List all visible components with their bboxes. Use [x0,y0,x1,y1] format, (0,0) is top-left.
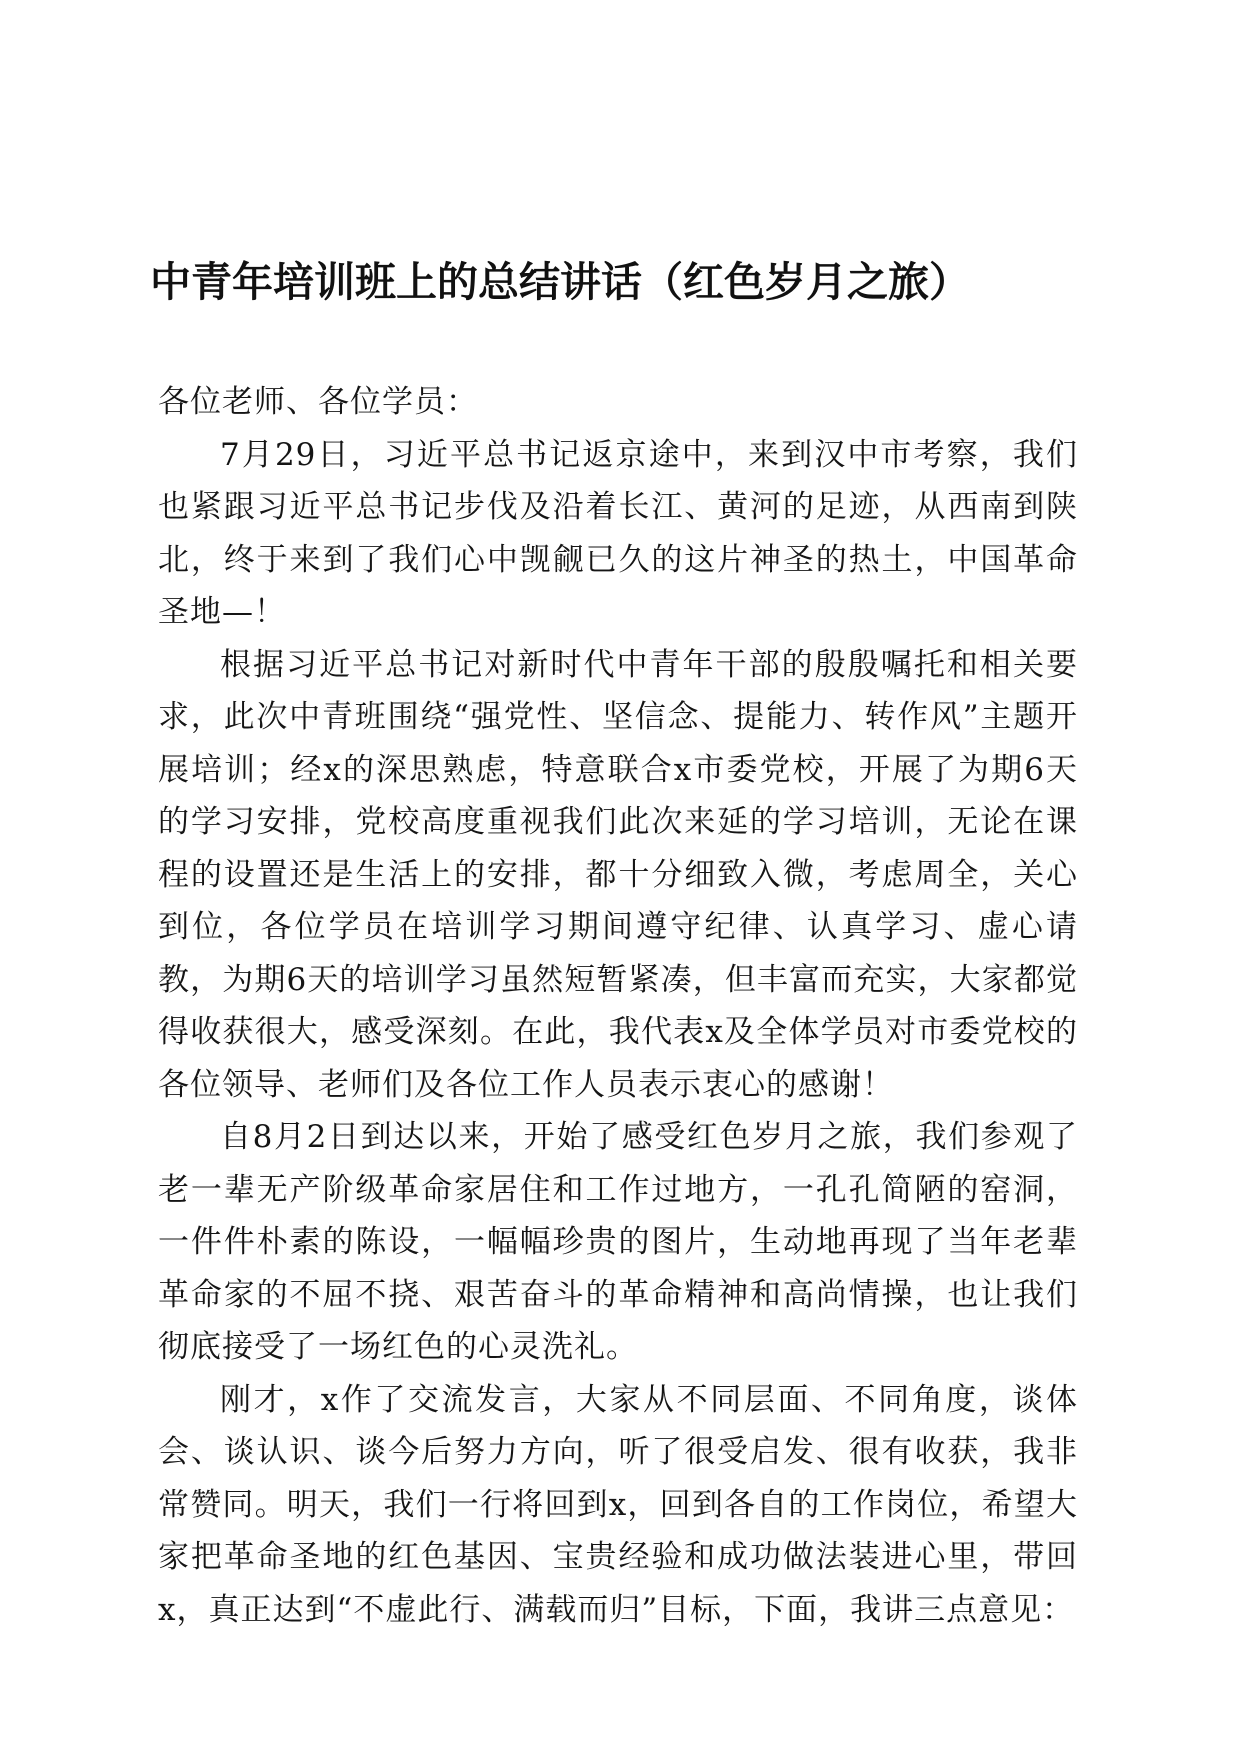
salutation: 各位老师、各位学员： [158,384,478,420]
paragraph-2: 根据习近平总书记对新时代中青年干部的殷殷嘱托和相关要求，此次中青班围绕“强党性、坚信念、提能力、转作风”主题开展培训；经x的深思熟虑，特意联合x市委党校，开展了为期6天的学习安排，党校高度重视我们此次来延的学习培训，无论在课程的设置还是生活上的安排，都十分细致入微，考虑周全，关心到位，各位学员在培训学习期间遵守纪律、认真学习、虚心请教，为期6天的培训学习虽然短暂紧凑，但丰富而充实，大家都觉得收获很大，感受深刻。在此，我代表x及全体学员对市委党校的各位领导、老师们及各位工作人员表示衷心的感谢！ [158,646,1078,1103]
paragraph-4: 刚才，x作了交流发言，大家从不同层面、不同角度，谈体会、谈认识、谈今后努力方向，听了很受启发、很有收获，我非常赞同。明天，我们一行将回到x，回到各自的工作岗位，希望大家把革命圣地的红色基因、宝贵经验和成功做法装进心里，带回x，真正达到“不虚此行、满载而归”目标，下面，我讲三点意见： [158,1381,1078,1628]
document-body [158,376,1078,1636]
paragraph-3: 自8月2日到达以来，开始了感受红色岁月之旅，我们参观了老一辈无产阶级革命家居住和工作过地方，一孔孔简陋的窑洞，一件件朴素的陈设，一幅幅珍贵的图片，生动地再现了当年老辈革命家的不屈不挠、艰苦奋斗的革命精神和高尚情操，也让我们彻底接受了一场红色的心灵洗礼。 [158,1119,1078,1365]
document-title: 中青年培训班上的总结讲话（红色岁月之旅） [150,258,970,306]
paragraph-1: 7月29日，习近平总书记返京途中，来到汉中市考察，我们也紧跟习近平总书记步伐及沿着长江、黄河的足迹，从西南到陕北，终于来到了我们心中觊觎已久的这片神圣的热土，中国革命圣地—！ [158,436,1078,630]
